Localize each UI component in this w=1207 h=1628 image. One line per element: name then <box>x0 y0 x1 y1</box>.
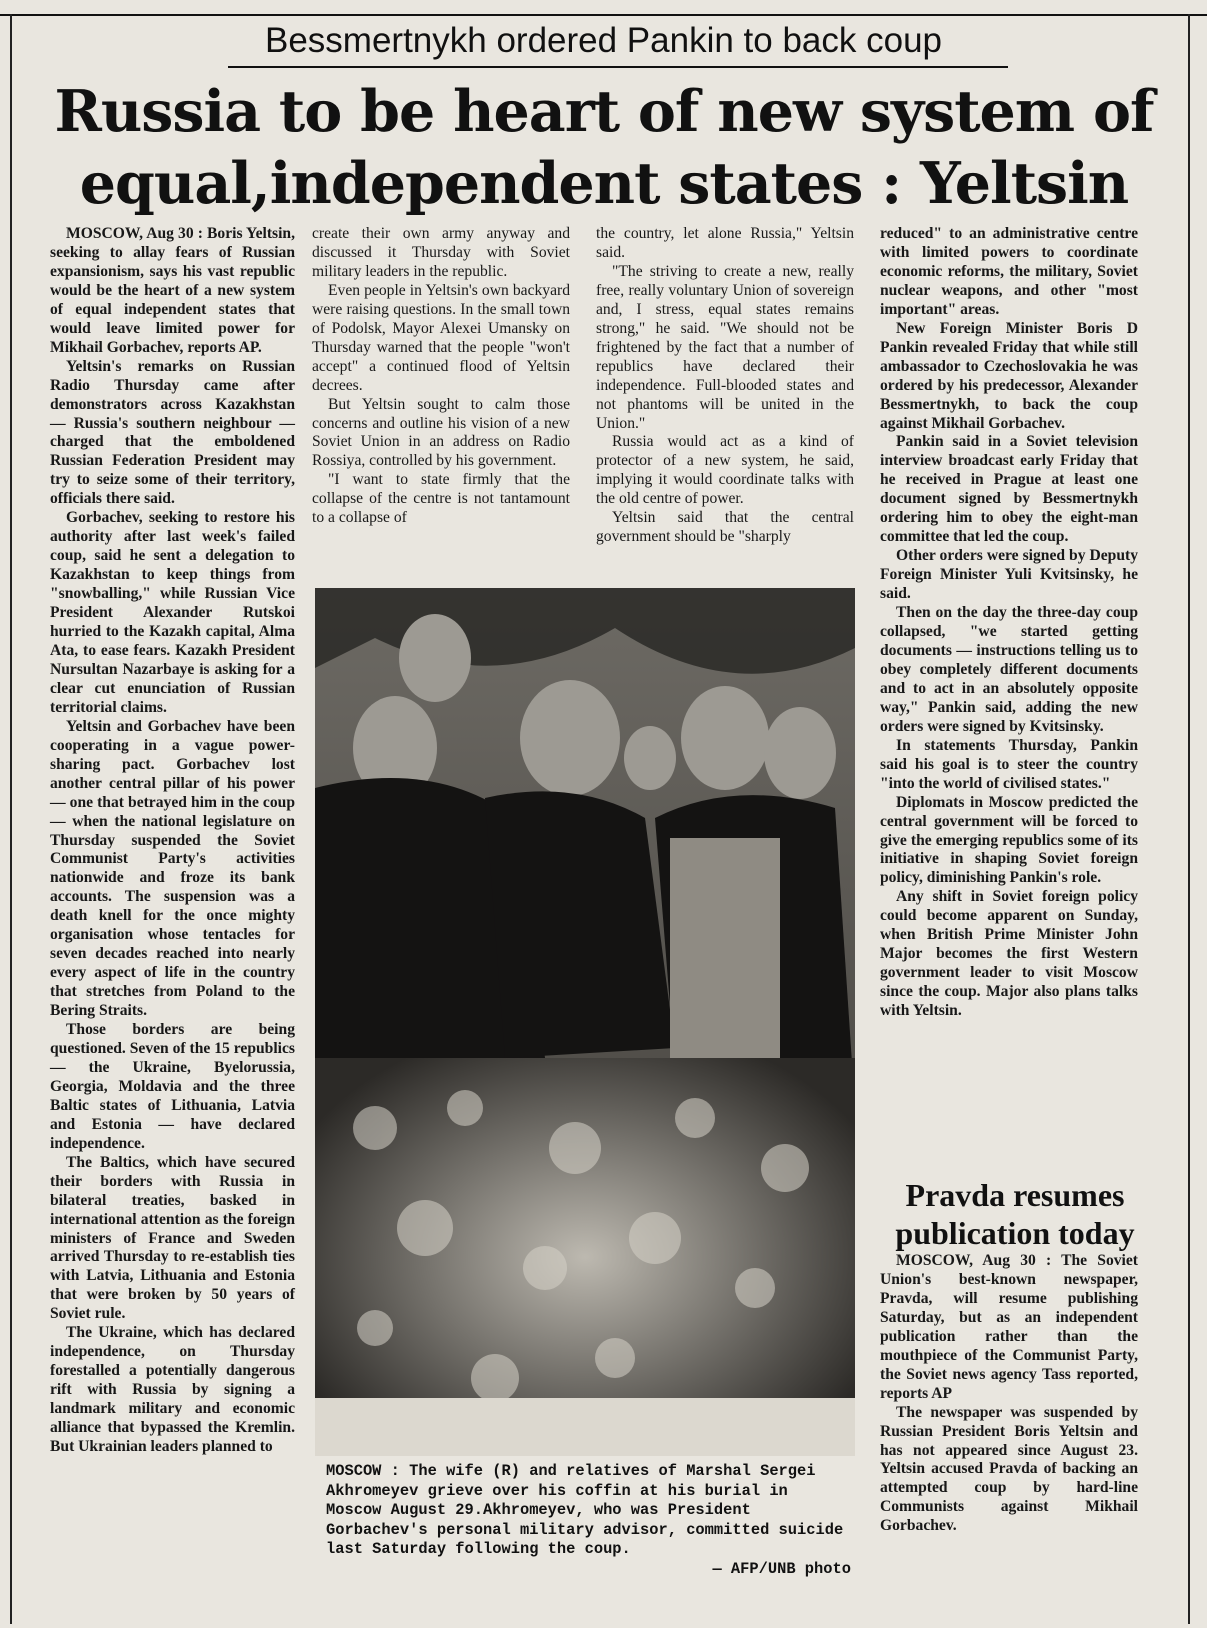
paragraph: Gorbachev, seeking to restore his authority after last week's failed coup, said he sent a delegation to Kazakhstan to keep things from "snowballing," while Russian Vice President Alexander Rutskoi hurried to the Kazakh capital, Alma Ata, to ease fears. Kazakh President Nursultan Nazarbaye is asking for a clear cut enunciation of Russian territorial claims. <box>50 509 295 716</box>
headline-line-2: equal,independent states : Yeltsin <box>79 150 1129 217</box>
paragraph: In statements Thursday, Pankin said his goal is to steer the country "into the world of civilised states." <box>880 736 1138 792</box>
paragraph: Other orders were signed by Deputy Foreign Minister Yuli Kvitsinsky, he said. <box>880 547 1138 603</box>
paragraph: Yeltsin's remarks on Russian Radio Thursday came after demonstrators across Kazakhstan — Russia's southern neighbour — charged that the emboldened Russian Federation President may try to seize some of their territory, officials there said. <box>50 357 295 508</box>
paragraph: The Baltics, which have secured their borders with Russia in bilateral treaties, basked in international attention as the foreign ministers of France and Sweden arrived Thursday to re-establish ties with Latvia, Lithuania and Estonia that were broken by 50 years of Soviet rule. <box>50 1153 295 1323</box>
paragraph: Pankin said in a Soviet television interview broadcast early Friday that he received in Prague at least one document signed by Bessmertnykh ordering him to obey the eight-man committee that led the coup. <box>880 433 1138 546</box>
paragraph: MOSCOW, Aug 30 : Boris Yeltsin, seeking to allay fears of Russian expansionism, says his vast republic would be the heart of a new system of equal independent states that would leave limited power for Mikhail Gorbachev, reports AP. <box>50 225 295 356</box>
kicker-headline: Bessmertnykh ordered Pankin to back coup <box>264 21 943 60</box>
paragraph: reduced" to an administrative centre with limited powers to coordinate economic reforms, the military, Soviet nuclear weapons, and other "most important" areas. <box>880 225 1138 318</box>
photo-mourners-image <box>315 588 855 1456</box>
article-column-4 <box>880 225 1138 1190</box>
paragraph: Russia would act as a kind of protector of a new system, he said, implying it would coordinate talks with the old centre of power. <box>596 433 854 508</box>
article-column-1 <box>50 225 295 1457</box>
paragraph: But Yeltsin sought to calm those concerns and outline his vision of a new Soviet Union in an address on Radio Rossiya, controlled by his government. <box>312 395 570 470</box>
paragraph: New Foreign Minister Boris D Pankin revealed Friday that while still ambassador to Czechoslovakia he was ordered by his predecessor, Alexander Bessmertnykh, to back the coup against Mikhail Gorbachev. <box>880 319 1138 432</box>
paragraph: Yeltsin and Gorbachev have been cooperating in a vague power-sharing pact. Gorbachev lost another central pillar of his power — one that betrayed him in the coup — when the national legislature on Thursday suspended the Soviet Communist Party's activities nationwide and froze its bank accounts. The suspension was a death knell for the once mighty organisation whose tentacles for seven decades reached into nearly every aspect of life in the country that stretches from Poland to the Bering Straits. <box>50 717 295 1020</box>
news-photo <box>315 588 855 1456</box>
paragraph: "The striving to create a new, really free, really voluntary Union of sovereign and, I stress, equal states remains strong," he said. "We should not be frightened by the fact that a number of republics have declared their independence. Full-blooded states and not phantoms will be united in the Union." <box>596 262 854 432</box>
headline-line-1: Russia to be heart of new system of <box>54 78 1154 145</box>
top-rule <box>0 0 1207 16</box>
paragraph: Any shift in Soviet foreign policy could become apparent on Sunday, when British Prime Minister John Major becomes the first Western government leader to visit Moscow since the coup. Major also plans talks with Yeltsin. <box>880 888 1138 1020</box>
right-border <box>1188 14 1190 1624</box>
paragraph: create their own army anyway and discussed it Thursday with Soviet military leaders in the republic. <box>312 225 570 280</box>
pravda-article <box>880 1252 1138 1620</box>
photo-credit: — AFP/UNB photo <box>712 1559 851 1578</box>
article-column-2 <box>312 225 570 600</box>
paragraph: Those borders are being questioned. Seven of the 15 republics — the Ukraine, Byelorussia, Georgia, Moldavia and the three Baltic states of Lithuania, Latvia and Estonia — have declared independence. <box>50 1021 295 1152</box>
kicker-underline <box>228 66 1008 68</box>
paragraph: Diplomats in Moscow predicted the central government will be forced to give the emerging republics some of its initiative in shaping Soviet foreign policy, diminishing Pankin's role. <box>880 793 1138 887</box>
paragraph: Yeltsin said that the central government should be "sharply <box>596 509 854 546</box>
paragraph: The newspaper was suspended by Russian President Boris Yeltsin and has not appeared since August 23. Yeltsin accused Pravda of backing an attempted coup by hard-line Communists against Mikhail Gorbachev. <box>880 1403 1138 1535</box>
paragraph: the country, let alone Russia," Yeltsin said. <box>596 225 854 261</box>
paragraph: "I want to state firmly that the collapse of the centre is not tantamount to a collapse of <box>312 471 570 527</box>
left-border <box>10 14 12 1624</box>
photo-caption <box>326 1462 851 1579</box>
secondary-headline: Pravda resumes publication today <box>895 1177 1135 1251</box>
article-column-3 <box>596 225 854 600</box>
paragraph: Even people in Yeltsin's own backyard were raising questions. In the small town of Podolsk, Mayor Alexei Umansky on Thursday warned that the people "won't accept" a continued flood of Yeltsin decrees. <box>312 281 570 394</box>
paragraph: The Ukraine, which has declared independence, on Thursday forestalled a potentially dangerous rift with Russia by signing a landmark military and economic alliance that bypassed the Kremlin. But Ukrainian leaders planned to <box>50 1324 295 1455</box>
paragraph: Then on the day the three-day coup collapsed, "we started getting documents — instructions telling us to obey completely different documents and to act in an absolutely opposite way," Pankin said, adding the new orders were signed by Kvitsinsky. <box>880 604 1138 735</box>
paragraph: MOSCOW, Aug 30 : The Soviet Union's best-known newspaper, Pravda, will resume publishing Saturday, but as an independent publication rather than the mouthpiece of the Communist Party, the Soviet news agency Tass reported, reports AP <box>880 1252 1138 1402</box>
caption-text: MOSCOW : The wife (R) and relatives of Marshal Sergei Akhromeyev grieve over his coffin at his burial in Moscow August 29.Akhromeyev, who was President Gorbachev's personal military advisor, committed suicide last Saturday following the coup. <box>326 1462 844 1558</box>
main-headline <box>20 76 1188 220</box>
